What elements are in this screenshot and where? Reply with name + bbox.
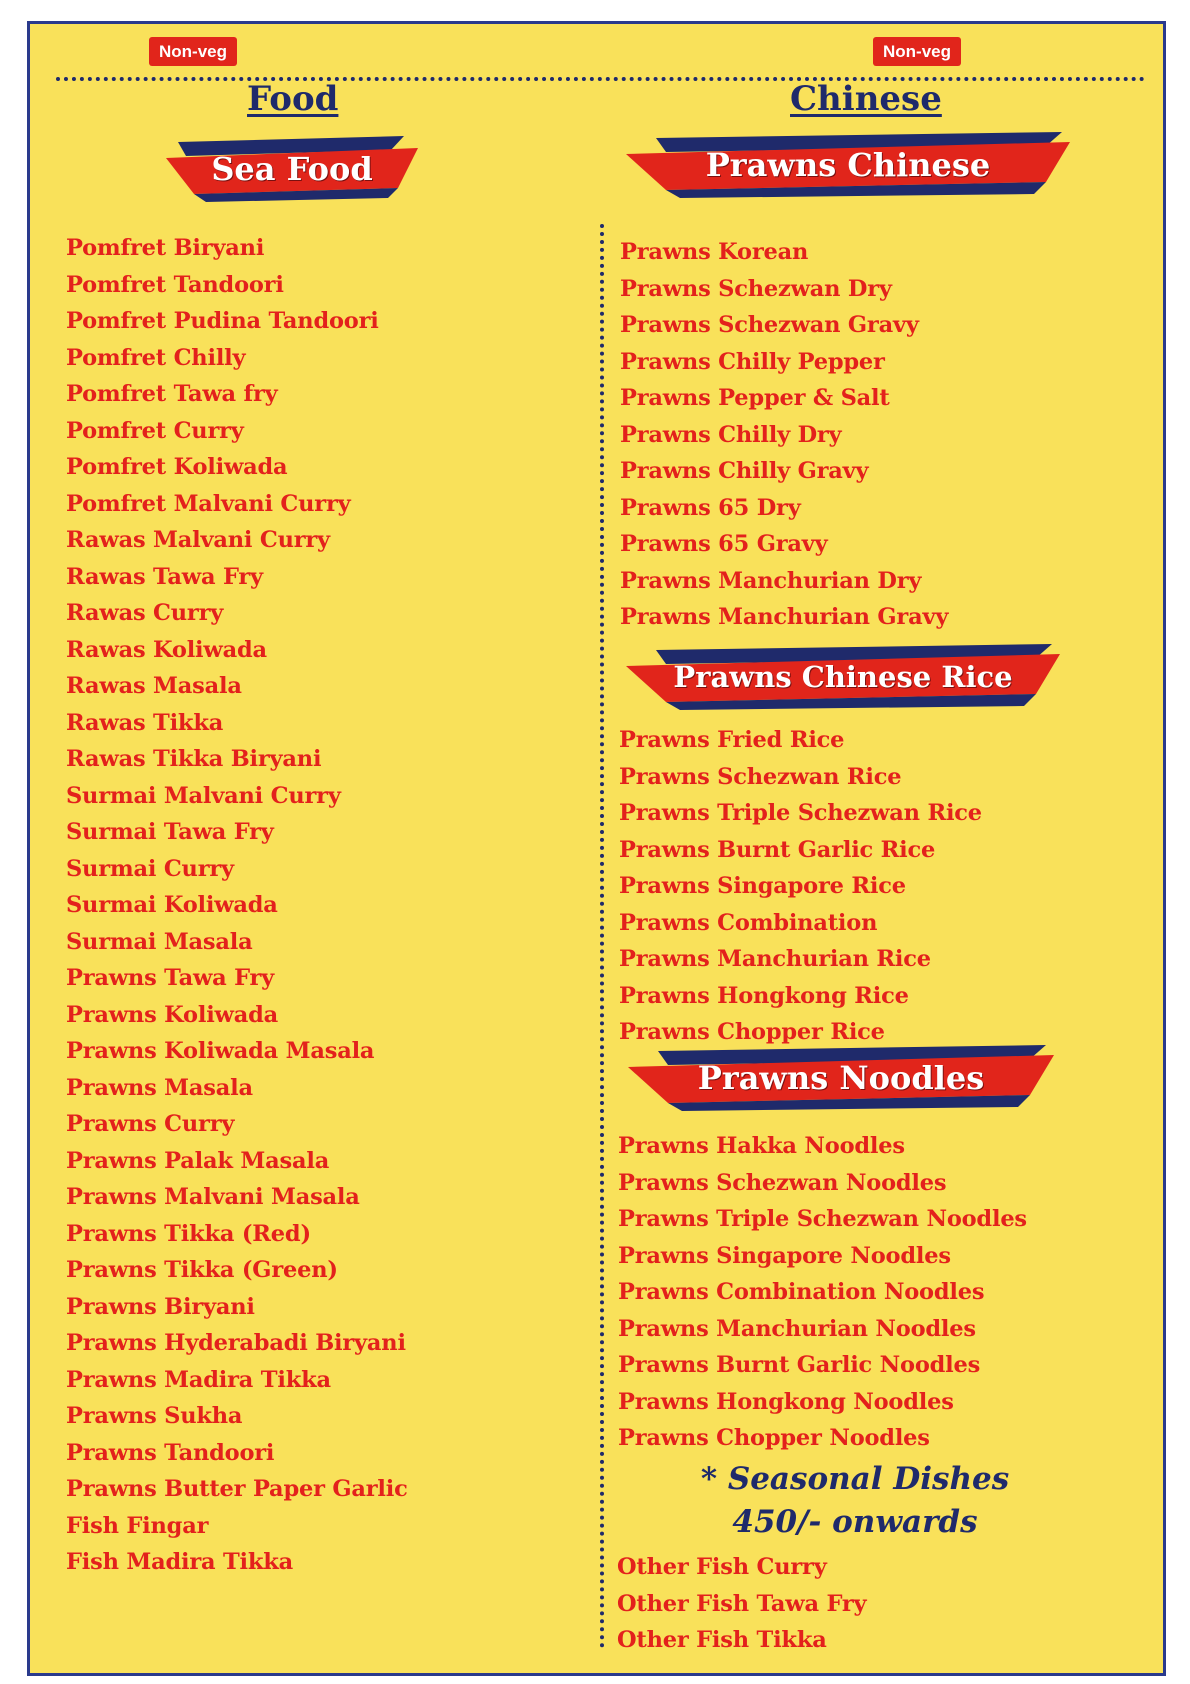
menu-item: Other Fish Tikka — [617, 1627, 827, 1653]
sea-food-list — [66, 230, 408, 1581]
menu-item: Other Fish Tawa Fry — [617, 1590, 867, 1617]
sea-food-banner-label: Sea Food — [211, 150, 373, 188]
menu-item: Prawns Pepper & Salt — [620, 385, 890, 411]
menu-item: Prawns Malvani Masala — [66, 1184, 360, 1210]
menu-item: Rawas Tikka Biryani — [66, 746, 322, 772]
menu-item: Surmai Malvani Curry — [66, 782, 341, 809]
top-dotted-divider — [56, 77, 1145, 81]
menu-item: Surmai Koliwada — [66, 892, 278, 918]
prawns-noodles-banner — [628, 1045, 1054, 1111]
non-veg-badge-right: Non-veg — [873, 37, 961, 66]
menu-item: Prawns Chilly Dry — [620, 421, 842, 448]
menu-item: Prawns Koliwada — [66, 1001, 279, 1028]
menu-item: Prawns Manchurian Dry — [620, 567, 922, 594]
menu-item: Pomfret Tawa fry — [66, 381, 278, 407]
menu-item: Prawns Singapore Rice — [619, 873, 906, 899]
menu-item: Prawns Butter Paper Garlic — [66, 1476, 408, 1502]
prawns-chinese-banner-label: Prawns Chinese — [705, 146, 991, 184]
menu-item: Surmai Curry — [66, 855, 234, 882]
menu-item: Prawns Manchurian Noodles — [618, 1315, 976, 1342]
prawns-noodles-list — [618, 1128, 1027, 1457]
menu-item: Prawns 65 Gravy — [620, 531, 828, 557]
menu-item: Rawas Koliwada — [66, 636, 267, 663]
menu-page — [27, 21, 1166, 1676]
menu-item: Prawns Triple Schezwan Rice — [619, 800, 982, 826]
menu-item: Pomfret Pudina Tandoori — [66, 308, 379, 334]
menu-item: Prawns Schezwan Noodles — [618, 1169, 947, 1196]
food-heading: Food — [247, 79, 339, 119]
menu-item: Fish Fingar — [66, 1512, 209, 1539]
menu-item: Surmai Masala — [66, 928, 253, 955]
menu-item: Pomfret Tandoori — [66, 271, 284, 298]
prawns-noodles-banner-label: Prawns Noodles — [697, 1059, 985, 1097]
menu-item: Rawas Masala — [66, 673, 242, 699]
menu-item: Prawns Burnt Garlic Rice — [619, 836, 936, 863]
menu-item: Rawas Tawa Fry — [66, 563, 263, 590]
prawns-chinese-rice-banner-label: Prawns Chinese Rice — [673, 660, 1013, 694]
menu-item: Prawns Hakka Noodles — [618, 1133, 905, 1159]
menu-item: Prawns Koliwada Masala — [66, 1038, 375, 1064]
column-dotted-divider — [600, 224, 604, 1649]
seasonal-dishes-price: 450/- onwards — [732, 1504, 978, 1540]
prawns-chinese-banner — [626, 132, 1070, 198]
menu-item: Prawns Tandoori — [66, 1439, 275, 1466]
menu-item: Prawns Palak Masala — [66, 1147, 330, 1174]
menu-item: Prawns Hyderabadi Biryani — [66, 1330, 406, 1356]
menu-item: Prawns Sukha — [66, 1403, 243, 1429]
menu-item: Prawns Combination — [619, 909, 878, 936]
seasonal-dishes-title: * Seasonal Dishes — [700, 1461, 1010, 1497]
menu-item: Prawns Manchurian Gravy — [620, 604, 949, 630]
menu-item: Pomfret Koliwada — [66, 454, 288, 480]
menu-item: Prawns 65 Dry — [620, 494, 801, 521]
menu-item: Prawns Korean — [620, 239, 809, 265]
menu-item: Fish Madira Tikka — [66, 1549, 294, 1575]
menu-item: Prawns Madira Tikka — [66, 1366, 331, 1393]
menu-item: Prawns Triple Schezwan Noodles — [618, 1206, 1027, 1232]
menu-item: Prawns Tikka (Red) — [66, 1220, 311, 1247]
menu-item: Prawns Hongkong Noodles — [618, 1388, 954, 1415]
menu-item: Pomfret Biryani — [66, 235, 265, 261]
menu-item: Other Fish Curry — [617, 1554, 827, 1580]
seasonal-dishes-list — [617, 1549, 866, 1659]
menu-item: Rawas Curry — [66, 600, 224, 626]
menu-item: Pomfret Chilly — [66, 344, 246, 371]
menu-item: Prawns Chopper Noodles — [618, 1425, 930, 1451]
menu-item: Prawns Burnt Garlic Noodles — [618, 1352, 981, 1378]
menu-item: Prawns Tikka (Green) — [66, 1257, 338, 1283]
menu-item: Pomfret Malvani Curry — [66, 490, 351, 517]
menu-item: Prawns Manchurian Rice — [619, 946, 931, 972]
menu-item: Prawns Chilly Pepper — [620, 348, 885, 375]
menu-item: Prawns Chopper Rice — [619, 1019, 885, 1045]
sea-food-banner — [166, 136, 418, 202]
non-veg-badge-left: Non-veg — [149, 37, 237, 66]
menu-item: Prawns Biryani — [66, 1293, 255, 1320]
prawns-chinese-list — [620, 234, 948, 636]
menu-item: Pomfret Curry — [66, 417, 244, 444]
menu-item: Prawns Chilly Gravy — [620, 458, 869, 484]
menu-item: Rawas Malvani Curry — [66, 527, 330, 553]
menu-item: Prawns Schezwan Gravy — [620, 312, 919, 338]
chinese-heading: Chinese — [790, 79, 942, 119]
menu-item: Prawns Schezwan Rice — [619, 763, 902, 790]
prawns-chinese-rice-banner — [626, 644, 1060, 710]
menu-item: Rawas Tikka — [66, 709, 224, 736]
prawns-chinese-rice-list — [619, 722, 982, 1051]
menu-item: Prawns Curry — [66, 1111, 235, 1137]
menu-item: Prawns Fried Rice — [619, 727, 845, 753]
menu-item: Prawns Combination Noodles — [618, 1279, 985, 1305]
menu-item: Prawns Masala — [66, 1074, 253, 1101]
menu-item: Prawns Hongkong Rice — [619, 982, 909, 1009]
menu-item: Prawns Singapore Noodles — [618, 1242, 951, 1269]
menu-item: Prawns Schezwan Dry — [620, 275, 892, 302]
menu-item: Prawns Tawa Fry — [66, 965, 275, 991]
menu-item: Surmai Tawa Fry — [66, 819, 274, 845]
